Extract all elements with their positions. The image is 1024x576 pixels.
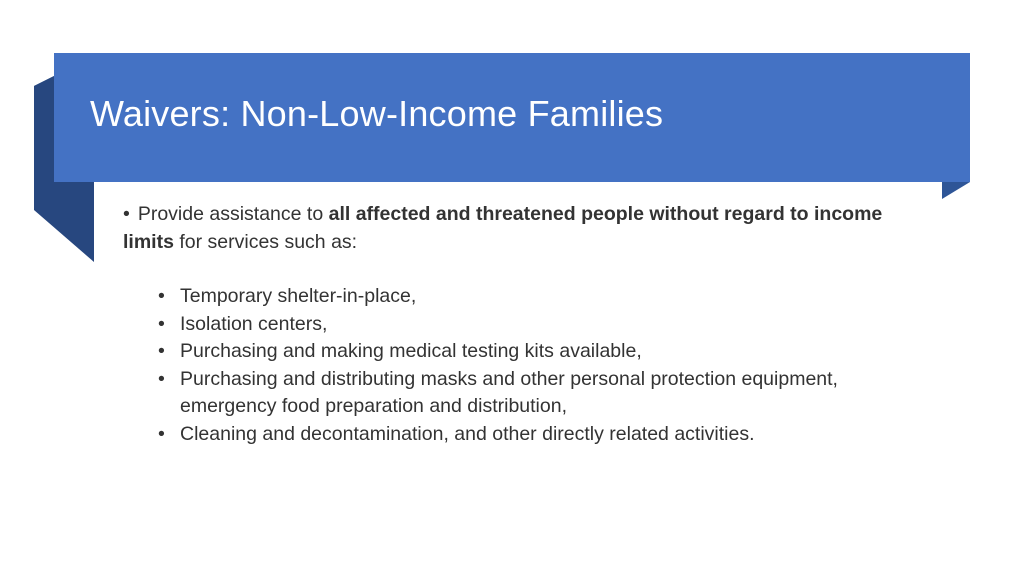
list-item <box>158 311 923 339</box>
lead-bold: all affected and threatened people without regard to income limits <box>123 203 883 253</box>
list-bullet: • <box>158 312 165 335</box>
list-item <box>158 366 923 421</box>
list-bullet: • <box>158 422 165 445</box>
slide-content <box>123 201 923 448</box>
list-item-text: Cleaning and decontamination, and other directly related activities. <box>180 422 755 445</box>
lead-paragraph <box>123 201 923 256</box>
list-item-text: Temporary shelter-in-place, <box>180 285 417 307</box>
service-list <box>123 283 923 448</box>
lead-bullet: • <box>123 203 130 225</box>
list-bullet: • <box>158 340 165 362</box>
list-item-text: Isolation centers, <box>180 312 328 335</box>
lead-suffix: for services such as: <box>173 230 358 253</box>
list-item <box>158 283 923 311</box>
list-item-text: Purchasing and distributing masks and other personal protection equipment, emergency food preparation and distribution, <box>180 367 838 417</box>
slide-title: Waivers: Non-Low-Income Families <box>90 93 664 134</box>
lead-prefix: Provide assistance to <box>137 203 329 225</box>
ribbon-right-fold <box>942 182 970 199</box>
list-item <box>158 338 923 366</box>
list-item <box>158 421 923 449</box>
list-bullet: • <box>158 367 165 390</box>
list-bullet: • <box>158 285 165 307</box>
list-item-text: Purchasing and making medical testing kits available, <box>180 340 642 362</box>
